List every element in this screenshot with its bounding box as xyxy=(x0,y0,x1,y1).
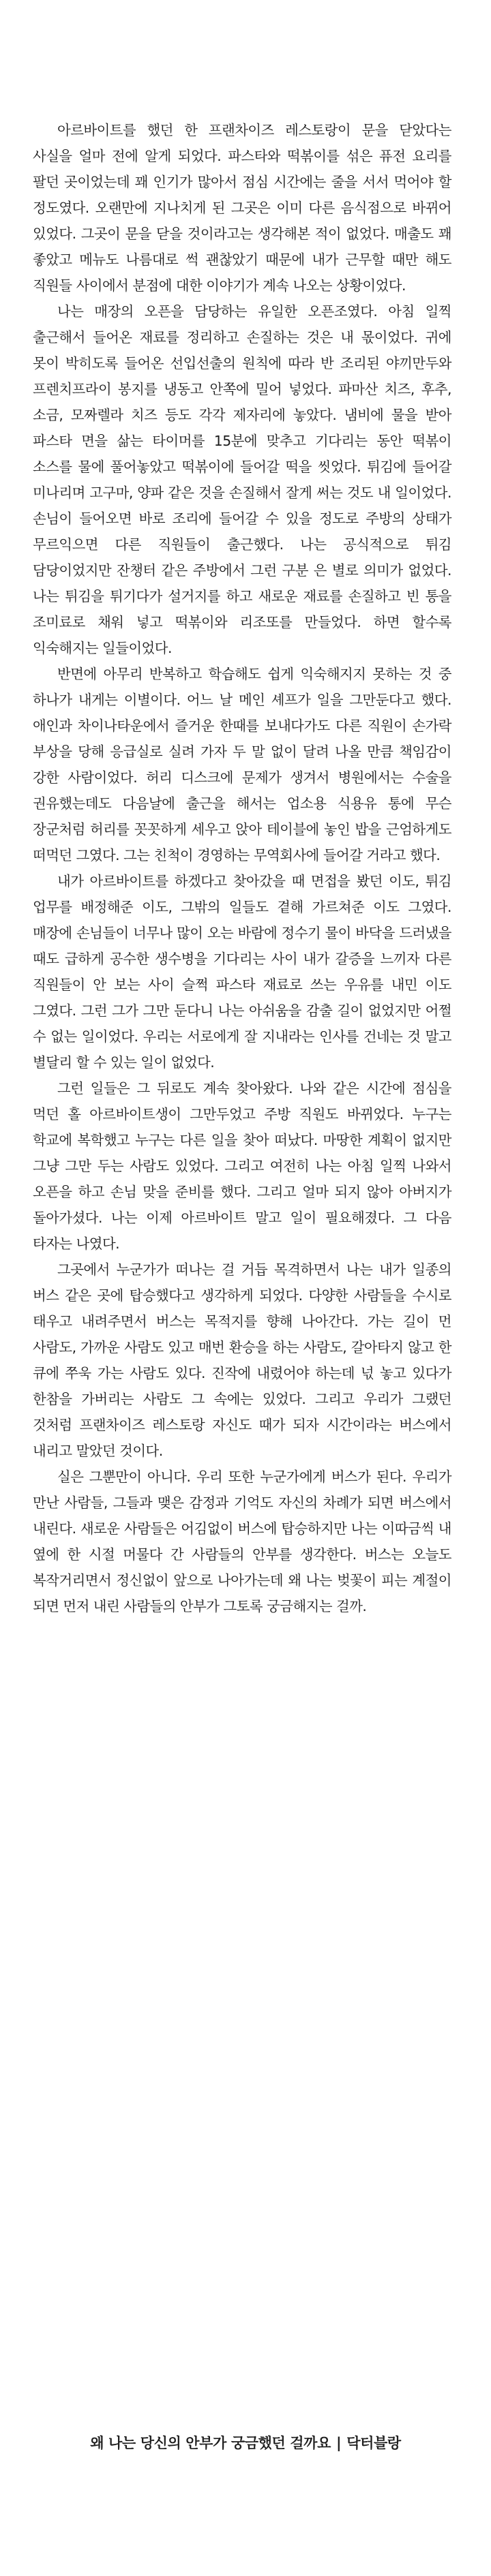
essay-paragraph-7: 실은 그뿐만이 아니다. 우리 또한 누군가에게 버스가 된다. 우리가 만난 사람들, 그들과 맺은 감정과 기억도 자신의 차례가 되면 버스에서 내린다. 새로운 사람들은 어김없이 버스에 탑승하지만 나는 이따금씩 내 옆에 한 시절 머물다 간 사람들의 안부를 생각한다. 버스는 오늘도 복작거리면서 정신없이 앞으로 나아가는데 왜 나는 벚꽃이 피는 계절이 되면 먼저 내린 사람들의 안부가 그토록 궁금해지는 걸까. xyxy=(33,1469,451,1614)
essay-body xyxy=(33,117,451,1619)
essay-paragraph-4: 내가 아르바이트를 하겠다고 찾아갔을 때 면접을 봤던 이도, 튀김 업무를 배정해준 이도, 그밖의 일들도 곁해 가르쳐준 이도 그였다. 매장에 손님들이 너무나 많이 오는 바람에 정수기 물이 바닥을 드러냈을 때도 급하게 공수한 생수병을 기다리는 사이 내가 갈증을 느끼자 다른 직원들이 안 보는 사이 슬쩍 파스타 재료로 쓰는 우유를 내민 이도 그였다. 그런 그가 그만 둔다니 나는 아쉬움을 감출 길이 없었지만 어쩔 수 없는 일이었다. 우리는 서로에게 잘 지내라는 인사를 건네는 것 말고 별달리 할 수 있는 일이 없었다. xyxy=(33,873,451,1071)
essay-paragraph-6: 그곳에서 누군가가 떠나는 걸 거듭 목격하면서 나는 내가 일종의 버스 같은 곳에 탑승했다고 생각하게 되었다. 다양한 사람들을 수시로 태우고 내려주면서 버스는 목적지를 향해 나아간다. 가는 길이 먼 사람도, 가까운 사람도 있고 매번 환승을 하는 사람도, 갈아타지 않고 한 큐에 쭈욱 가는 사람도 있다. 진작에 내렸어야 하는데 넋 놓고 있다가 한참을 가버리는 사람도 그 속에는 있었다. 그리고 우리가 그랬던 것처럼 프랜차이즈 레스토랑 자신도 때가 되자 시간이라는 버스에서 내리고 말았던 것이다. xyxy=(33,1261,451,1459)
credit-separator: | xyxy=(336,2435,342,2451)
essay-credit xyxy=(20,2432,471,2455)
essay-paragraph-3: 반면에 아무리 반복하고 학습해도 쉽게 익숙해지지 못하는 것 중 하나가 내게는 이별이다. 어느 날 메인 셰프가 일을 그만둔다고 했다. 애인과 차이나타운에서 즐거운 한때를 보내다가도 다른 직원이 손가락 부상을 당해 응급실로 실려 가자 두 말 없이 달려 나올 만큼 책임감이 강한 사람이었다. 허리 디스크에 문제가 생겨서 병원에서는 수술을 권유했는데도 다음날에 출근을 해서는 업소용 식용유 통에 무슨 장군처럼 허리를 꼿꼿하게 세우고 앉아 테이블에 놓인 밥을 근엄하게도 떠먹던 그였다. 그는 친척이 경영하는 무역회사에 들어갈 거라고 했다. xyxy=(33,666,451,863)
essay-paragraph-1: 아르바이트를 했던 한 프랜차이즈 레스토랑이 문을 닫았다는 사실을 얼마 전에 알게 되었다. 파스타와 떡볶이를 섞은 퓨전 요리를 팔던 곳이었는데 꽤 인기가 많아서 점심 시간에는 줄을 서서 먹어야 할 정도였다. 오랜만에 지나치게 된 그곳은 이미 다른 음식점으로 바뀌어 있었다. 그곳이 문을 닫을 것이라고는 생각해본 적이 없었다. 매출도 꽤 좋았고 메뉴도 나름대로 썩 괜찮았기 때문에 내가 근무할 때만 해도 직원들 사이에서 분점에 대한 이야기가 계속 나오는 상황이었다. xyxy=(33,122,451,294)
essay-paragraph-2: 나는 매장의 오픈을 담당하는 유일한 오픈조였다. 아침 일찍 출근해서 들어온 재료를 정리하고 손질하는 것은 내 몫이었다. 귀에 못이 박히도록 들어온 선입선출의 원칙에 따라 반 조리된 야끼만두와 프렌치프라이 봉지를 냉동고 안쪽에 밀어 넣었다. 파마산 치즈, 후추, 소금, 모짜렐라 치즈 등도 각각 제자리에 놓았다. 냄비에 물을 받아 파스타 면을 삶는 타이머를 15분에 맞추고 기다리는 동안 떡볶이 소스를 물에 풀어놓았고 떡볶이에 들어갈 떡을 씻었다. 튀김에 들어갈 미나리며 고구마, 양파 같은 것을 손질해서 잘게 써는 것도 내 일이었다. 손님이 들어오면 바로 조리에 들어갈 수 있을 정도로 주방의 상태가 무르익으면 다른 직원들이 출근했다. 나는 공식적으로 튀김 담당이었지만 잔챙터 같은 주방에서 그런 구분 은 별로 의미가 없었다. 나는 튀김을 튀기다가 설거지를 하고 새로운 재료를 손질하고 빈 통을 조미료로 채워 넣고 떡볶이와 리조또를 만들었다. 하면 할수록 익숙해지는 일들이었다. xyxy=(33,303,451,656)
essay-paragraph-5: 그런 일들은 그 뒤로도 계속 찾아왔다. 나와 같은 시간에 점심을 먹던 홀 아르바이트생이 그만두었고 주방 직원도 바뀌었다. 누구는 학교에 복학했고 누구는 다른 일을 찾아 떠났다. 마땅한 계획이 없지만 그냥 그만 두는 사람도 있었다. 그리고 여전히 나는 아침 일찍 나와서 오픈을 하고 손님 맞을 준비를 했다. 그리고 얼마 되지 않아 아버지가 돌아가셨다. 나는 이제 아르바이트 말고 일이 필요해졌다. 그 다음 타자는 나였다. xyxy=(33,1080,451,1252)
essay-title: 왜 나는 당신의 안부가 궁금했던 걸까요 xyxy=(90,2435,331,2451)
author-name: 닥터블랑 xyxy=(346,2435,401,2451)
